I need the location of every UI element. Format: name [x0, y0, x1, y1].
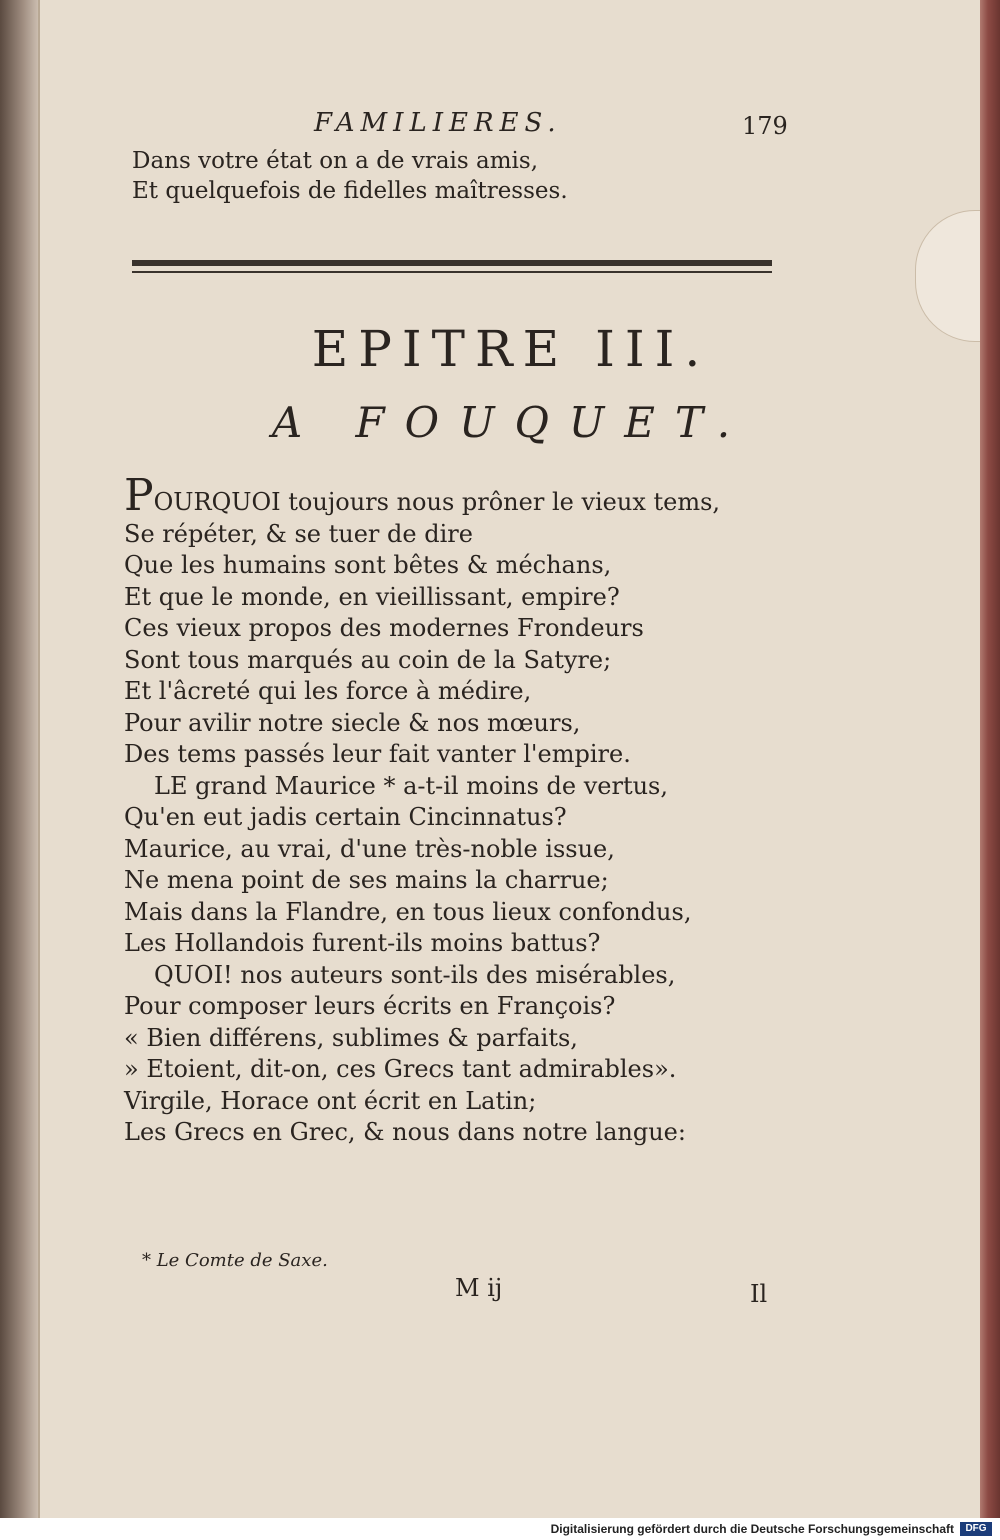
drop-cap: P	[124, 470, 154, 521]
verse-line: Mais dans la Flandre, en tous lieux confondus,	[124, 897, 692, 926]
verse-line: Sont tous marqués au coin de la Satyre;	[124, 645, 612, 674]
verse-line: Pour composer leurs écrits en François?	[124, 992, 616, 1020]
verse-line: Que les humains sont bêtes & méchans,	[124, 551, 612, 579]
verse-line: « Bien différens, sublimes & parfaits,	[124, 1023, 578, 1052]
epistle-subtitle: A FOUQUET.	[271, 398, 751, 447]
running-head	[40, 108, 982, 148]
footer-bar	[0, 1518, 1000, 1540]
verse-line: Virgile, Horace ont écrit en Latin;	[124, 1086, 537, 1115]
verse-line: Ne mena point de ses mains la charrue;	[124, 866, 609, 894]
page-number: 179	[742, 112, 788, 140]
verse-line: QUOI! nos auteurs sont-ils des misérables,	[154, 960, 676, 989]
first-line-text: OURQUOI toujours nous prôner le vieux tems,	[153, 488, 721, 516]
footnote: * Le Comte de Saxe.	[142, 1250, 328, 1271]
top-line: Dans votre état on a de vrais amis,	[132, 148, 539, 174]
verse-line: Et que le monde, en vieillissant, empire?	[124, 582, 620, 611]
verse-block	[124, 470, 721, 1149]
ornamental-rule	[132, 258, 772, 276]
verse-line: Qu'en eut jadis certain Cincinnatus?	[124, 803, 567, 831]
top-line: Et quelquefois de fidelles maîtresses.	[132, 178, 568, 204]
epistle-title: EPITRE III.	[311, 320, 711, 378]
verse-line: Ces vieux propos des modernes Frondeurs	[124, 614, 644, 642]
dfg-logo: DFG	[960, 1522, 992, 1536]
verse-line: Maurice, au vrai, d'une très-noble issue,	[124, 834, 615, 863]
verse-line: Et l'âcreté qui les force à médire,	[124, 677, 532, 705]
signature-mark: M ij	[455, 1274, 503, 1302]
page-edge	[980, 0, 1000, 1518]
verse-line: Les Hollandois furent-ils moins battus?	[124, 929, 601, 957]
verse-line-first	[124, 470, 721, 521]
catchword: Il	[750, 1280, 768, 1308]
verse-line: LE grand Maurice * a-t-il moins de vertus,	[154, 771, 668, 800]
running-head-title: FAMILIERES.	[314, 108, 562, 138]
verse-line: Des tems passés leur fait vanter l'empire.	[124, 740, 631, 768]
footer-credit: Digitalisierung gefördert durch die Deutsche Forschungsgemeinschaft	[550, 1522, 954, 1536]
verse-line: Les Grecs en Grec, & nous dans notre langue:	[124, 1118, 686, 1146]
verse-line: Se répéter, & se tuer de dire	[124, 519, 473, 548]
top-lines	[132, 146, 568, 206]
verse-line: » Etoient, dit-on, ces Grecs tant admirables».	[124, 1055, 677, 1083]
book-spine	[0, 0, 38, 1518]
book-page	[38, 0, 982, 1518]
verse-line: Pour avilir notre siecle & nos mœurs,	[124, 708, 581, 737]
